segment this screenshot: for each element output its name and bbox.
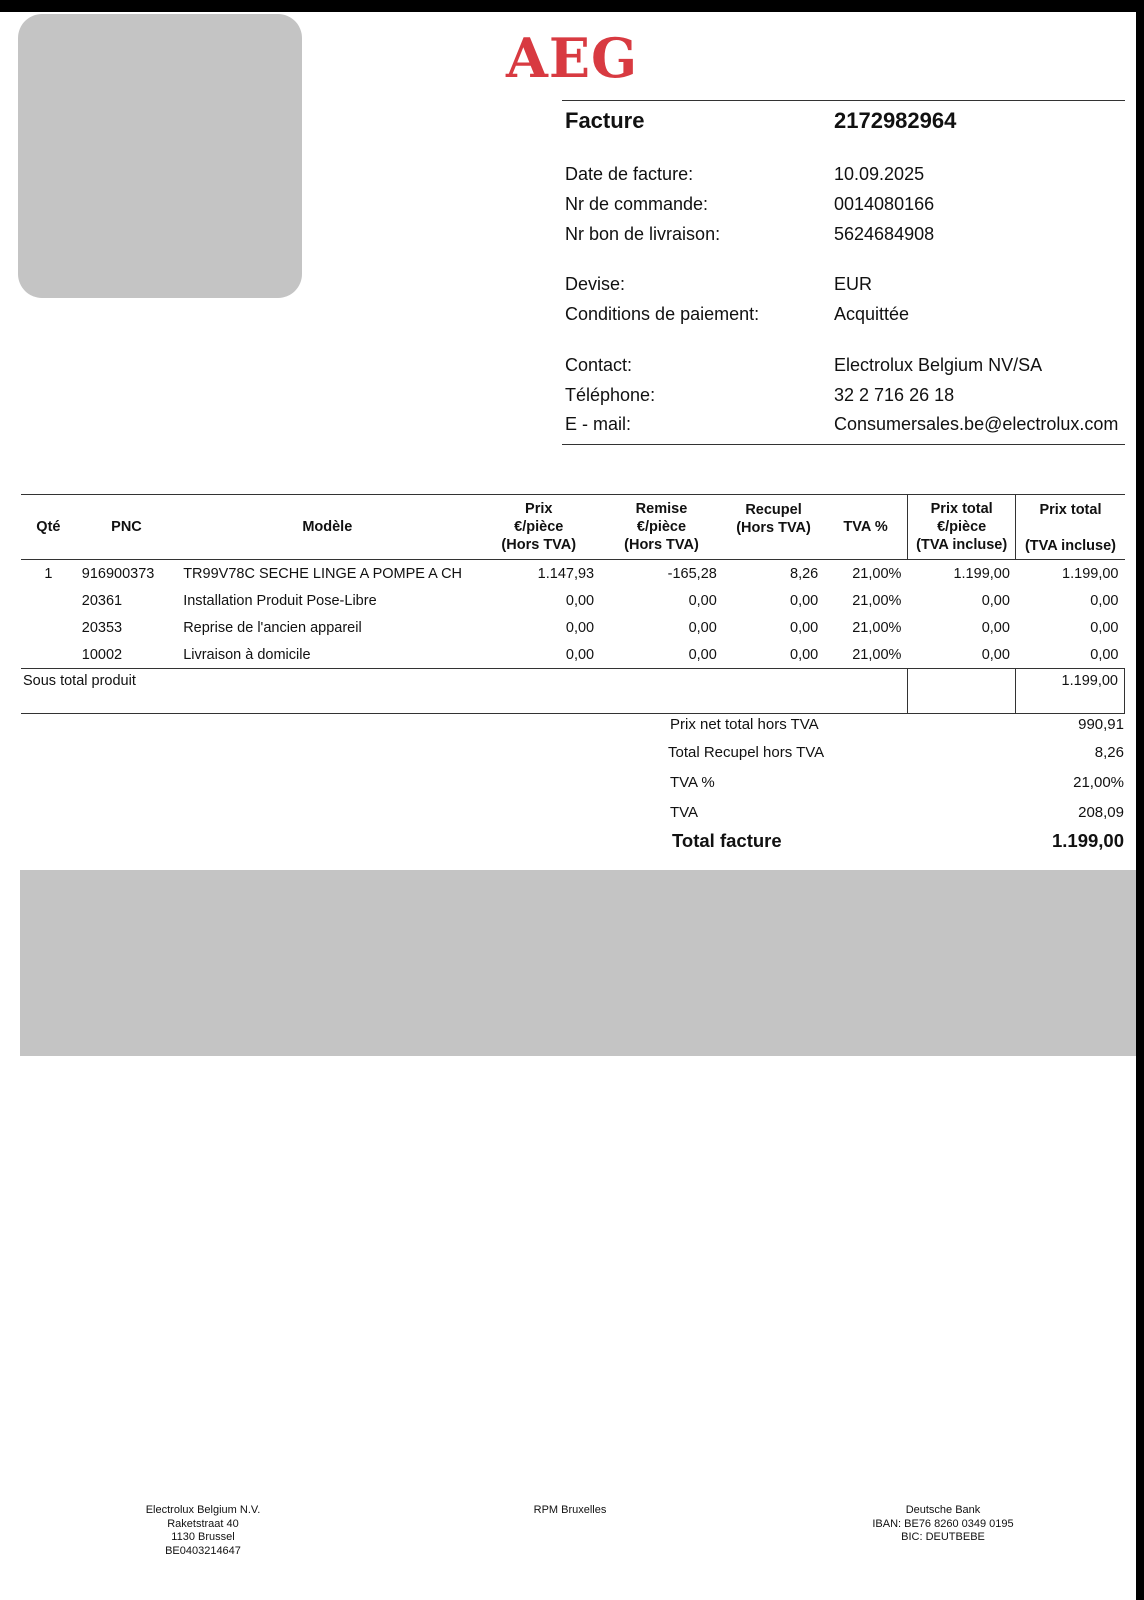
col-header-discount: Remise €/pièce (Hors TVA) — [600, 495, 723, 560]
totals-row-vat-rate — [662, 774, 1124, 794]
grand-total-value: 1.199,00 — [1051, 830, 1124, 851]
cell-total-unit: 1.199,00 — [953, 565, 1010, 582]
invoice-page — [0, 12, 1136, 1600]
cell-total-unit: 0,00 — [981, 592, 1010, 609]
cell-qty — [21, 587, 76, 614]
grand-total-row — [662, 830, 1124, 850]
field-label-contact: Contact: — [565, 355, 633, 375]
items-table — [21, 494, 1125, 714]
cell-total: 0,00 — [1090, 646, 1119, 663]
subtotal-empty-cell — [907, 669, 1016, 714]
field-label-delivery: Nr bon de livraison: — [565, 224, 721, 244]
cell-total-unit: 0,00 — [981, 619, 1010, 636]
totals-row-net — [662, 716, 1124, 736]
cell-model: Livraison à domicile — [183, 646, 311, 663]
totals-label: TVA — [670, 804, 699, 821]
field-value-phone: 32 2 716 26 18 — [834, 385, 955, 405]
table-row — [21, 560, 1125, 588]
cell-discount: 0,00 — [688, 592, 717, 609]
cell-total-unit: 0,00 — [981, 646, 1010, 663]
field-label-date: Date de facture: — [565, 164, 694, 184]
field-value-contact: Electrolux Belgium NV/SA — [834, 355, 1043, 375]
cell-discount: -165,28 — [667, 565, 717, 582]
cell-qty — [21, 614, 76, 641]
col-header-model: Modèle — [177, 495, 477, 560]
cell-total: 0,00 — [1090, 619, 1119, 636]
field-label-payment: Conditions de paiement: — [565, 304, 760, 324]
cell-pnc: 20361 — [81, 592, 123, 609]
totals-value: 990,91 — [1078, 716, 1124, 733]
field-value-email[interactable]: Consumersales.be@electrolux.com — [834, 414, 1119, 434]
invoice-number: 2172982964 — [834, 108, 957, 133]
footer-company: Electrolux Belgium N.V. Raketstraat 40 1130 Brussel BE0403214647 — [145, 1504, 261, 1557]
totals-value: 208,09 — [1078, 804, 1124, 821]
table-row — [21, 641, 1125, 669]
col-header-total-unit: Prix total €/pièce (TVA incluse) — [907, 495, 1016, 560]
field-label-phone: Téléphone: — [565, 385, 656, 405]
field-value-payment: Acquittée — [834, 304, 910, 324]
cell-discount: 0,00 — [688, 646, 717, 663]
grand-total-label: Total facture — [672, 830, 782, 851]
header-rule-bottom — [562, 444, 1125, 445]
col-header-vat: TVA % — [824, 495, 907, 560]
cell-model: Installation Produit Pose-Libre — [183, 592, 377, 609]
aeg-logo: AEG — [506, 26, 639, 90]
cell-model: Reprise de l'ancien appareil — [183, 619, 362, 636]
redacted-address-block — [18, 14, 302, 298]
footer-bank: Deutsche Bank IBAN: BE76 8260 0349 0195 BIC: DEUTBEBE — [872, 1504, 1014, 1543]
field-value-currency: EUR — [834, 274, 873, 294]
totals-value: 8,26 — [1094, 744, 1124, 761]
totals-value: 21,00% — [1073, 774, 1124, 791]
col-header-qty: Qté — [21, 495, 76, 560]
cell-price: 0,00 — [565, 619, 595, 636]
table-header-row — [21, 495, 1125, 560]
totals-row-vat — [662, 804, 1124, 824]
totals-label: TVA % — [670, 774, 715, 791]
field-label-email: E - mail: — [565, 414, 632, 434]
field-value-date: 10.09.2025 — [834, 164, 925, 184]
cell-discount: 0,00 — [688, 619, 717, 636]
table-row — [21, 614, 1125, 641]
totals-row-recupel — [662, 744, 1124, 764]
footer-rpm: RPM Bruxelles — [533, 1504, 607, 1516]
cell-qty — [21, 641, 76, 669]
cell-pnc: 916900373 — [81, 565, 155, 582]
cell-pnc: 20353 — [81, 619, 123, 636]
cell-recupel: 0,00 — [790, 619, 819, 636]
field-label-currency: Devise: — [565, 274, 626, 294]
cell-vat: 21,00% — [852, 592, 902, 609]
invoice-title: Facture — [565, 108, 645, 133]
cell-model: TR99V78C SECHE LINGE A POMPE A CH — [183, 565, 463, 582]
cell-qty: 1 — [44, 565, 53, 582]
cell-recupel: 0,00 — [790, 646, 819, 663]
field-value-order: 0014080166 — [834, 194, 935, 214]
field-value-delivery: 5624684908 — [834, 224, 935, 244]
col-header-total: Prix total (TVA incluse) — [1016, 495, 1125, 560]
table-row — [21, 587, 1125, 614]
subtotal-label: Sous total produit — [21, 669, 907, 714]
cell-price: 0,00 — [565, 646, 595, 663]
header-rule-top — [562, 100, 1125, 101]
cell-pnc: 10002 — [81, 646, 123, 663]
cell-vat: 21,00% — [852, 646, 902, 663]
totals-label: Total Recupel hors TVA — [668, 744, 825, 761]
redacted-section — [20, 870, 1136, 1056]
col-header-pnc: PNC — [76, 495, 177, 560]
col-header-recupel: Recupel (Hors TVA) — [723, 495, 824, 560]
cell-price: 0,00 — [565, 592, 595, 609]
cell-total: 1.199,00 — [1062, 565, 1119, 582]
cell-recupel: 8,26 — [790, 565, 819, 582]
subtotal-row — [21, 669, 1125, 714]
cell-recupel: 0,00 — [790, 592, 819, 609]
field-label-order: Nr de commande: — [565, 194, 709, 214]
cell-price: 1.147,93 — [537, 565, 595, 582]
col-header-price: Prix €/pièce (Hors TVA) — [477, 495, 600, 560]
totals-label: Prix net total hors TVA — [670, 716, 819, 733]
cell-vat: 21,00% — [852, 619, 902, 636]
cell-total: 0,00 — [1090, 592, 1119, 609]
subtotal-value: 1.199,00 — [1016, 669, 1125, 714]
cell-vat: 21,00% — [852, 565, 902, 582]
